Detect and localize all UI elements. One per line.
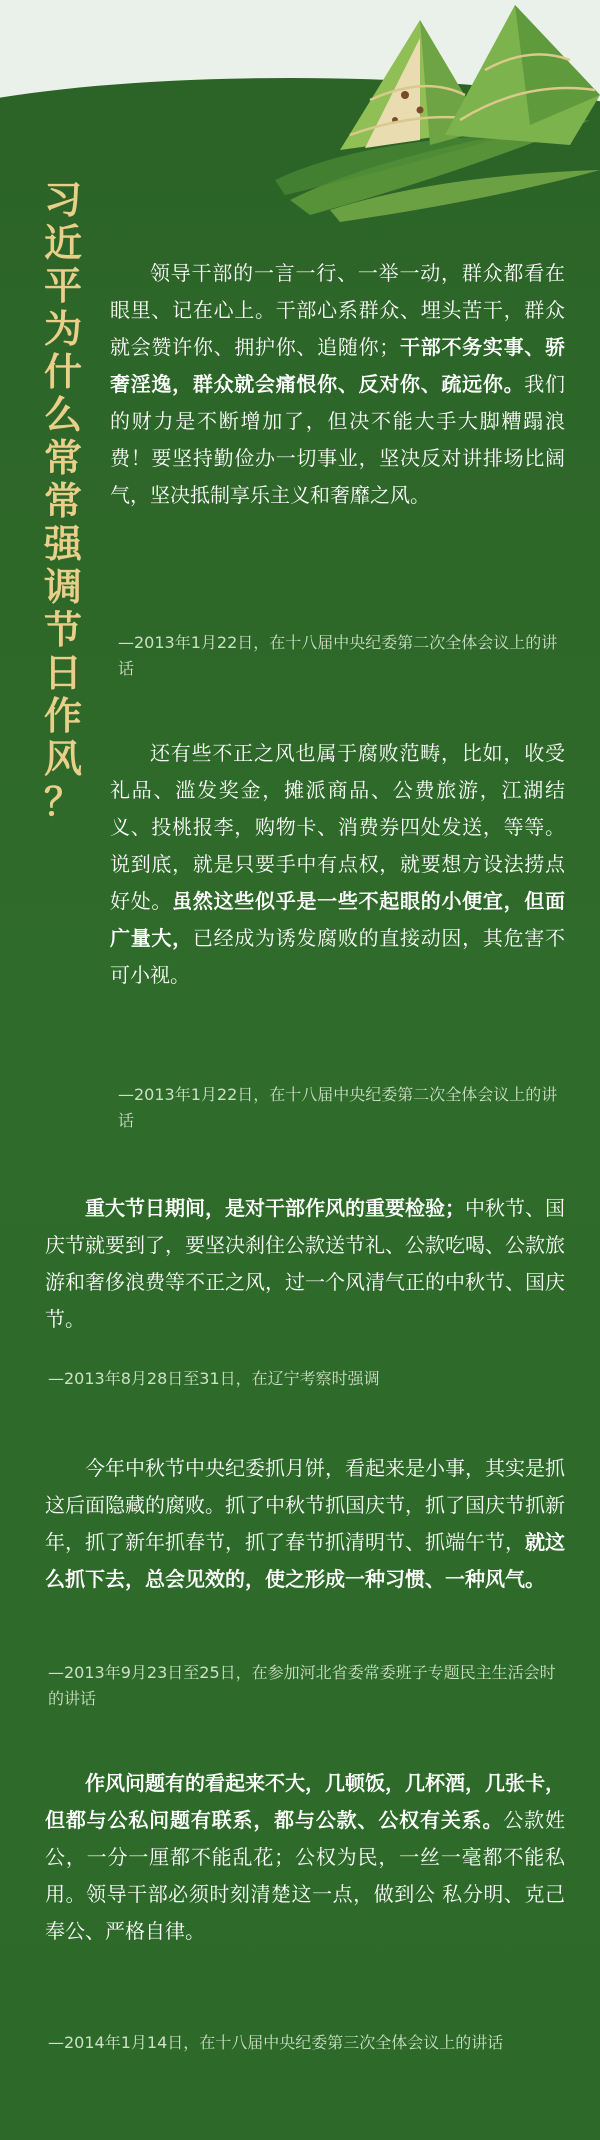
quote-1: [110, 255, 565, 514]
title-char: 为: [43, 306, 82, 351]
title-char: 么: [43, 392, 82, 437]
quote-text: 中秋节、国庆节就要到了，要坚决刹住公款送节礼、公款吃喝、公款旅游和奢侈浪费等不正之风，过一个风清气正的中秋节、国庆节。: [45, 1196, 565, 1331]
quote-4: [45, 1450, 565, 1598]
quote-text: 领导干部的一言一行、一举一动，群众都看在眼里、记在心上。干部心系群众、埋头苦干，群众就会赞许你、拥护你、追随你；: [110, 261, 565, 359]
title-char: 常: [43, 435, 82, 480]
title-char: 近: [43, 220, 82, 265]
title-char: 调: [43, 564, 82, 609]
quote-5: [45, 1765, 565, 1950]
title-char: ？: [43, 779, 82, 824]
quote-text: 已经成为诱发腐败的直接动因，其危害不可小视。: [110, 926, 566, 987]
title-char: 习: [43, 177, 82, 222]
quote-3-source: —2013年8月28日至31日，在辽宁考察时强调: [48, 1369, 380, 1388]
quote-5-source: —2014年1月14日，在十八届中央纪委第三次全体会议上的讲话: [48, 2033, 504, 2052]
vertical-title: [38, 178, 88, 823]
quote-text: 我们的财力是不断增加了，但决不能大手大脚糟蹋浪费！要坚持勤俭办一切事业，坚决反对讲排场比阔气，坚决抵制享乐主义和奢靡之风。: [110, 372, 566, 507]
quote-3: [45, 1190, 565, 1338]
zongzi-illustration-icon: [270, 0, 600, 230]
title-char: 什: [43, 349, 82, 394]
quote-4-source: —2013年9月23日至25日，在参加河北省委常委班子专题民主生活会时的讲话: [48, 1663, 556, 1708]
quote-text-bold: 重大节日期间，是对干部作风的重要检验；: [85, 1196, 465, 1220]
quote-text-bold: 虽然这些似乎是一些不起眼的小便宜，但面广量大，: [110, 889, 566, 950]
quote-2-source: —2013年1月22日，在十八届中央纪委第二次全体会议上的讲话: [118, 1085, 558, 1130]
title-char: 日: [43, 650, 82, 695]
title-char: 作: [43, 693, 82, 738]
quote-2: [110, 735, 565, 994]
quote-text: 公款姓公，一分一厘都不能乱花；公权为民，一丝一毫都不能私用。领导干部必须时刻清楚这一点，做到公 私分明、克己奉公、严格自律。: [45, 1808, 566, 1943]
title-char: 常: [43, 478, 82, 523]
quote-text: 今年中秋节中央纪委抓月饼，看起来是小事，其实是抓这后面隐藏的腐败。抓了中秋节抓国庆节，抓了国庆节抓新年，抓了新年抓春节，抓了春节抓清明节、抓端午节，: [45, 1456, 565, 1554]
title-char: 平: [43, 263, 82, 308]
quote-text-bold: 作风问题有的看起来不大，几顿饭，几杯酒，几张卡，但都与公私问题有联系，都与公款、公权有关系。: [45, 1771, 565, 1832]
title-char: 强: [43, 521, 82, 566]
quote-text-bold: 干部不务实事、骄奢淫逸，群众就会痛恨你、反对你、疏远你。: [110, 335, 566, 396]
title-char: 风: [43, 736, 82, 781]
title-char: 节: [43, 607, 82, 652]
quote-text-bold: 就这么抓下去，总会见效的，使之形成一种习惯、一种风气。: [45, 1530, 565, 1591]
quote-1-source: —2013年1月22日，在十八届中央纪委第二次全体会议上的讲话: [118, 633, 558, 678]
quote-text: 还有些不正之风也属于腐败范畴，比如，收受礼品、滥发奖金，摊派商品、公费旅游，江湖结义、投桃报李，购物卡、消费券四处发送，等等。说到底，就是只要手中有点权，就要想方设法捞点好处。: [110, 741, 565, 913]
